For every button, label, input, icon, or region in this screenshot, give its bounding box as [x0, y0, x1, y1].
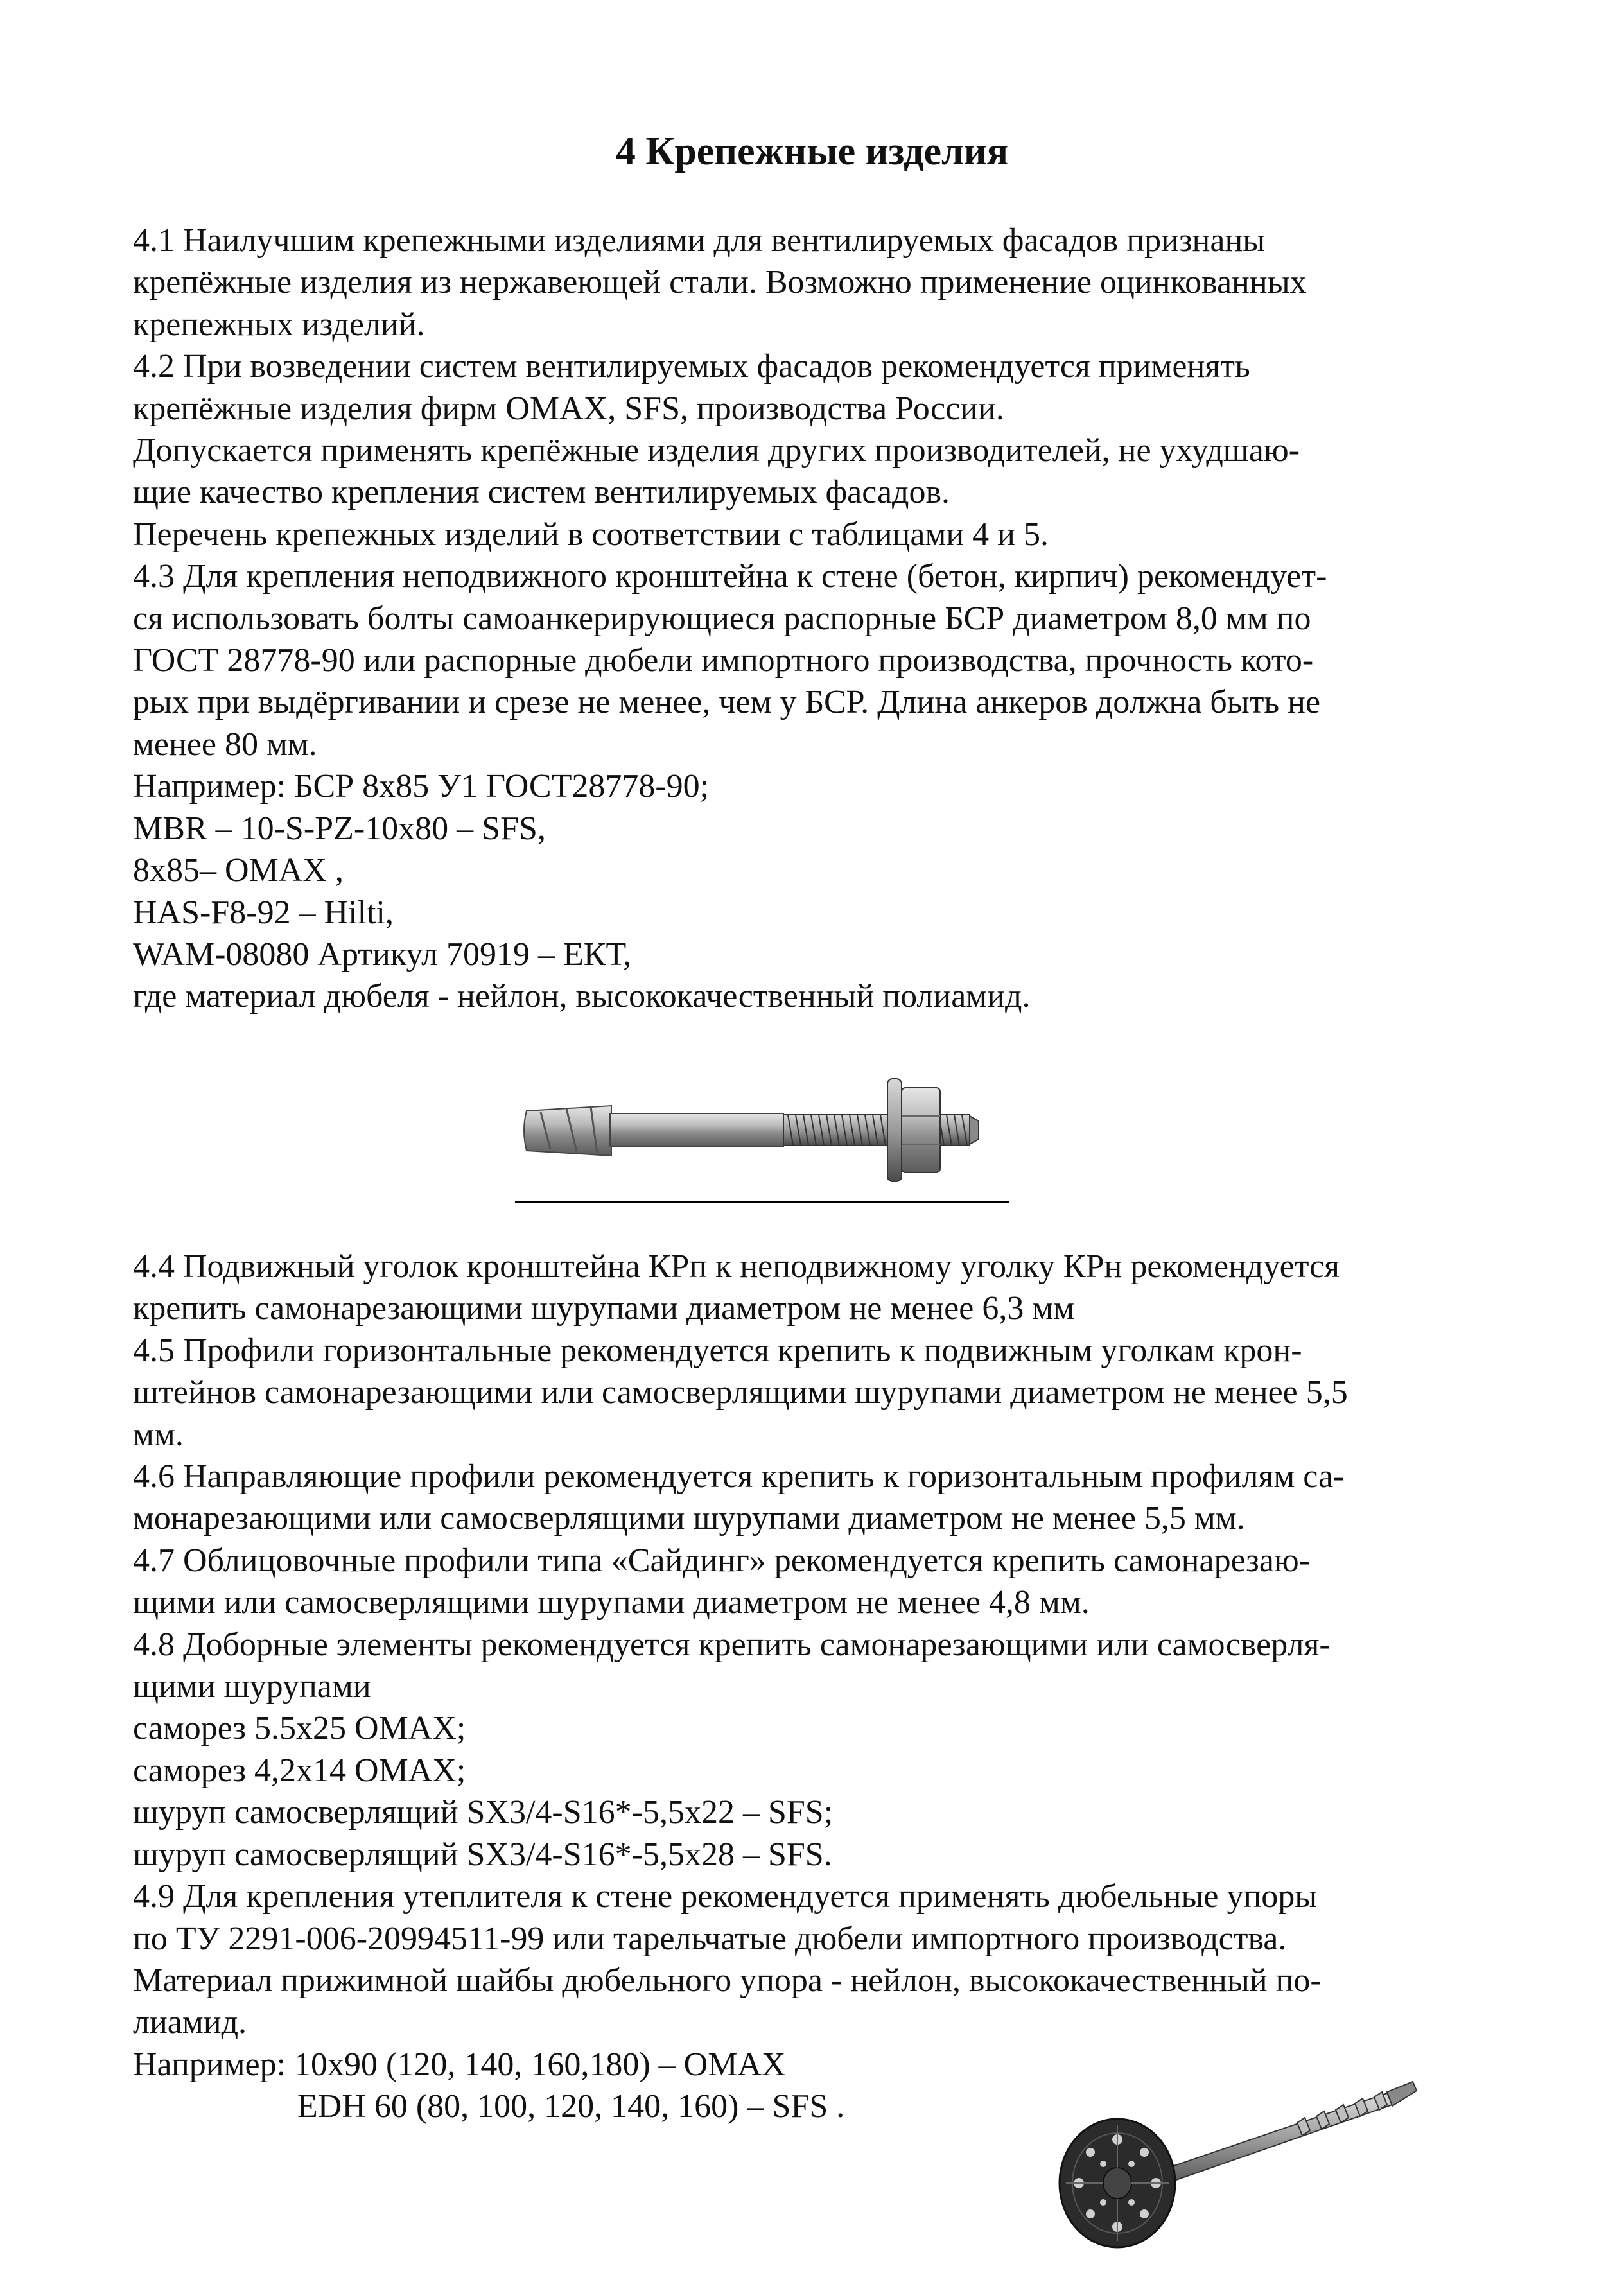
- text-line: 4.4 Подвижный уголок кронштейна КРп к неподвижному уголку КРн рекомендуется: [133, 1248, 1340, 1285]
- text-line: WAM-08080 Артикул 70919 – ЕКТ,: [133, 936, 632, 973]
- text-line: саморез 5.5х25 OMAX;: [133, 1710, 466, 1747]
- text-line: HAS-F8-92 – Hilti,: [133, 894, 394, 931]
- text-line: Перечень крепежных изделий в соответствии с таблицами 4 и 5.: [133, 516, 1049, 553]
- text-line: лиамид.: [133, 2004, 247, 2041]
- text-block-top: [133, 220, 1501, 1018]
- text-line: щие качество крепления систем вентилируемых фасадов.: [133, 474, 950, 511]
- text-line: мм.: [133, 1416, 184, 1453]
- text-line: крепить самонарезающими шурупами диаметром не менее 6,3 мм: [133, 1290, 1075, 1327]
- text-line: монарезающими или самосверлящими шурупами диаметром не менее 5,5 мм.: [133, 1500, 1245, 1537]
- text-line: ГОСТ 28778-90 или распорные дюбели импортного производства, прочность кото-: [133, 642, 1314, 679]
- text-line: Допускается применять крепёжные изделия других производителей, не ухудшаю-: [133, 432, 1300, 469]
- text-line: Материал прижимной шайбы дюбельного упора - нейлон, высококачественный по-: [133, 1962, 1322, 1999]
- text-line: по ТУ 2291-006-20994511-99 или тарельчатые дюбели импортного производства.: [133, 1920, 1287, 1957]
- text-line: 4.5 Профили горизонтальные рекомендуется крепить к подвижным уголкам крон-: [133, 1332, 1302, 1369]
- text-line: щими шурупами: [133, 1668, 371, 1705]
- text-line: штейнов самонарезающими или самосверлящими шурупами диаметром не менее 5,5: [133, 1374, 1348, 1411]
- text-line: 4.6 Направляющие профили рекомендуется крепить к горизонтальным профилям са-: [133, 1458, 1345, 1495]
- text-line: 8x85– OMAX ,: [133, 852, 344, 889]
- text-line: менее 80 мм.: [133, 726, 317, 763]
- text-line: 4.9 Для крепления утеплителя к стене рекомендуется применять дюбельные упоры: [133, 1878, 1318, 1915]
- text-line: крепежных изделий.: [133, 306, 425, 343]
- text-line: щими или самосверлящими шурупами диаметром не менее 4,8 мм.: [133, 1584, 1090, 1621]
- text-line: Например: 10х90 (120, 140, 160,180) – OMAX: [133, 2046, 786, 2083]
- text-line: Например: БСР 8х85 У1 ГОСТ28778-90;: [133, 768, 710, 805]
- text-line: 4.8 Доборные элементы рекомендуется крепить самонарезающими или самосверля-: [133, 1626, 1331, 1663]
- text-line: EDH 60 (80, 100, 120, 140, 160) – SFS .: [297, 2088, 845, 2125]
- text-line: крепёжные изделия из нержавеющей стали. Возможно применение оцинкованных: [133, 264, 1307, 301]
- insulation-dowel-image: [1053, 2055, 1426, 2254]
- text-line: саморез 4,2х14 OMAX;: [133, 1752, 466, 1789]
- text-line: MBR – 10-S-PZ-10x80 – SFS,: [133, 810, 546, 847]
- page-title: 4 Крепежные изделия: [615, 130, 1009, 173]
- text-line: 4.2 При возведении систем вентилируемых фасадов рекомендуется применять: [133, 348, 1250, 385]
- text-block-bottom: [133, 1246, 1501, 2128]
- text-line: 4.7 Облицовочные профили типа «Сайдинг» рекомендуется крепить самонарезаю-: [133, 1542, 1311, 1579]
- text-line: крепёжные изделия фирм OMAX, SFS, производства России.: [133, 390, 1004, 427]
- text-line: где материал дюбеля - нейлон, высококачественный полиамид.: [133, 978, 1031, 1015]
- text-line: ся использовать болты самоанкерирующиеся распорные БСР диаметром 8,0 мм по: [133, 600, 1311, 637]
- text-line: рых при выдёргивании и срезе не менее, чем у БСР. Длина анкеров должна быть не: [133, 684, 1321, 721]
- text-line: 4.1 Наилучшим крепежными изделиями для вентилируемых фасадов признаны: [133, 222, 1266, 259]
- text-line: шуруп самосверлящий SX3/4-S16*-5,5x22 – SFS;: [133, 1794, 834, 1831]
- anchor-bolt-image: [515, 1066, 1009, 1207]
- text-line: шуруп самосверлящий SX3/4-S16*-5,5x28 – SFS.: [133, 1836, 832, 1873]
- text-line: 4.3 Для крепления неподвижного кронштейна к стене (бетон, кирпич) рекомендует-: [133, 558, 1327, 595]
